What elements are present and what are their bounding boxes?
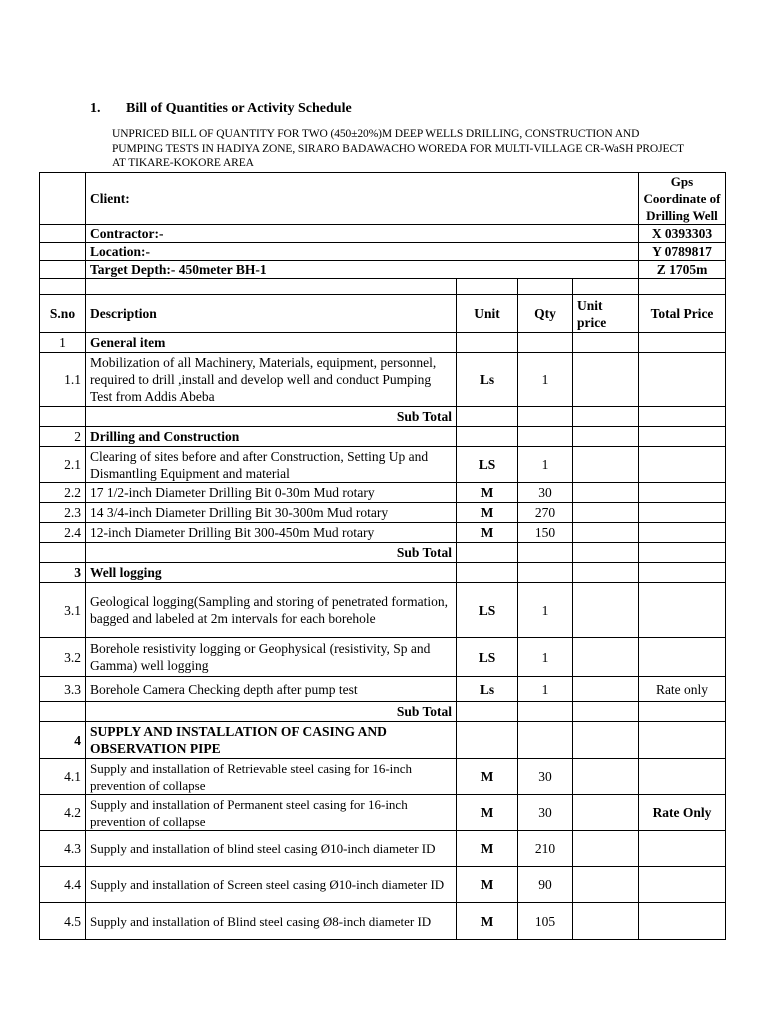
- section-title: SUPPLY AND INSTALLATION OF CASING AND OBSERVATION PIPE: [86, 722, 457, 759]
- col-header-description: Description: [86, 295, 457, 333]
- table-row: [40, 903, 726, 940]
- item-description: Borehole Camera Checking depth after pump test: [86, 677, 457, 702]
- table-row: [40, 795, 726, 831]
- item-note: Rate only: [639, 677, 726, 702]
- item-unit: M: [457, 483, 518, 503]
- section-title: General item: [86, 333, 457, 353]
- subtotal-row: [40, 407, 726, 427]
- info-row-target-depth: [40, 261, 726, 279]
- spacer-row: [40, 279, 726, 295]
- heading-title: Bill of Quantities or Activity Schedule: [126, 101, 352, 116]
- item-qty: 210: [518, 831, 573, 867]
- item-number: 4.1: [40, 759, 86, 795]
- section-number: 3: [40, 563, 86, 583]
- item-description: Mobilization of all Machinery, Materials, equipment, personnel, required to drill ,install and develop well and conduct Pumping Test from Addis Abeba: [86, 353, 457, 407]
- info-row-client: [40, 173, 726, 225]
- info-row-location: [40, 243, 726, 261]
- table-row: [40, 677, 726, 702]
- item-description: Supply and installation of Retrievable steel casing for 16-inch prevention of collapse: [86, 759, 457, 795]
- item-description: Supply and installation of blind steel casing Ø10-inch diameter ID: [86, 831, 457, 867]
- subtotal-row: [40, 702, 726, 722]
- subtotal-label: Sub Total: [86, 407, 457, 427]
- subtotal-label: Sub Total: [86, 543, 457, 563]
- table-row: [40, 353, 726, 407]
- item-description: 17 1/2-inch Diameter Drilling Bit 0-30m Mud rotary: [86, 483, 457, 503]
- item-unit: M: [457, 903, 518, 940]
- table-row: [40, 638, 726, 677]
- item-unit: LS: [457, 583, 518, 638]
- client-label: Client:: [86, 173, 639, 225]
- gps-z: Z 1705m: [639, 261, 726, 279]
- table-row: [40, 831, 726, 867]
- item-unit: M: [457, 523, 518, 543]
- item-description: Borehole resistivity logging or Geophysical (resistivity, Sp and Gamma) well logging: [86, 638, 457, 677]
- item-note: [639, 759, 726, 795]
- item-unit: Ls: [457, 353, 518, 407]
- item-description: 14 3/4-inch Diameter Drilling Bit 30-300m Mud rotary: [86, 503, 457, 523]
- table-row: [40, 483, 726, 503]
- item-qty: 1: [518, 677, 573, 702]
- heading-number: 1.: [90, 101, 101, 116]
- table-row: [40, 503, 726, 523]
- item-qty: 1: [518, 447, 573, 483]
- column-header-row: [40, 295, 726, 333]
- item-number: 3.2: [40, 638, 86, 677]
- subtotal-label: Sub Total: [86, 702, 457, 722]
- item-note: [639, 447, 726, 483]
- table-row: [40, 523, 726, 543]
- item-note: [639, 831, 726, 867]
- item-number: 2.4: [40, 523, 86, 543]
- item-qty: 1: [518, 583, 573, 638]
- item-unit: Ls: [457, 677, 518, 702]
- item-unit: M: [457, 759, 518, 795]
- item-number: 3.1: [40, 583, 86, 638]
- item-description: Supply and installation of Blind steel casing Ø8-inch diameter ID: [86, 903, 457, 940]
- col-header-total-price: Total Price: [639, 295, 726, 333]
- col-header-sno: S.no: [40, 295, 86, 333]
- subtotal-row: [40, 543, 726, 563]
- item-note: [639, 523, 726, 543]
- table-row: [40, 867, 726, 903]
- item-number: 4.5: [40, 903, 86, 940]
- item-unit: M: [457, 867, 518, 903]
- item-qty: 30: [518, 795, 573, 831]
- gps-y: Y 0789817: [639, 243, 726, 261]
- item-unit: LS: [457, 638, 518, 677]
- item-number: 4.2: [40, 795, 86, 831]
- item-note: [639, 638, 726, 677]
- location-label: Location:-: [86, 243, 639, 261]
- document-subtitle: UNPRICED BILL OF QUANTITY FOR TWO (450±20%)M DEEP WELLS DRILLING, CONSTRUCTION AND PUMPING TESTS IN HADIYA ZONE, SIRARO BADAWACHO WOREDA FOR MULTI-VILLAGE CR-WaSH PROJECT AT TIKARE-KOKORE AREA: [112, 128, 684, 169]
- item-number: 4.3: [40, 831, 86, 867]
- section-row: [40, 563, 726, 583]
- item-qty: 30: [518, 483, 573, 503]
- item-note: Rate Only: [639, 795, 726, 831]
- table-row: [40, 583, 726, 638]
- contractor-label: Contractor:-: [86, 225, 639, 243]
- item-number: 2.3: [40, 503, 86, 523]
- section-title: Well logging: [86, 563, 457, 583]
- section-row: [40, 722, 726, 759]
- col-header-qty: Qty: [518, 295, 573, 333]
- item-number: 3.3: [40, 677, 86, 702]
- item-description: Clearing of sites before and after Construction, Setting Up and Dismantling Equipment and material: [86, 447, 457, 483]
- item-unit: M: [457, 831, 518, 867]
- item-note: [639, 583, 726, 638]
- info-row-contractor: [40, 225, 726, 243]
- item-qty: 90: [518, 867, 573, 903]
- section-heading: [90, 101, 352, 117]
- section-row: [40, 333, 726, 353]
- item-qty: 1: [518, 353, 573, 407]
- col-header-unit: Unit: [457, 295, 518, 333]
- section-number: 1: [40, 333, 86, 353]
- target-depth-label: Target Depth:- 450meter BH-1: [86, 261, 639, 279]
- item-qty: 30: [518, 759, 573, 795]
- item-note: [639, 353, 726, 407]
- section-title: Drilling and Construction: [86, 427, 457, 447]
- item-note: [639, 903, 726, 940]
- item-description: Supply and installation of Permanent steel casing for 16-inch prevention of collapse: [86, 795, 457, 831]
- item-description: Geological logging(Sampling and storing of penetrated formation, bagged and labeled at 2m intervals for each borehole: [86, 583, 457, 638]
- section-number: 4: [40, 722, 86, 759]
- item-qty: 150: [518, 523, 573, 543]
- item-qty: 1: [518, 638, 573, 677]
- item-qty: 270: [518, 503, 573, 523]
- item-number: 1.1: [40, 353, 86, 407]
- col-header-unit-price: Unit price: [573, 295, 639, 333]
- table-row: [40, 447, 726, 483]
- item-number: 2.1: [40, 447, 86, 483]
- item-unit: M: [457, 503, 518, 523]
- section-number: 2: [40, 427, 86, 447]
- item-note: [639, 483, 726, 503]
- item-unit: LS: [457, 447, 518, 483]
- item-number: 4.4: [40, 867, 86, 903]
- section-row: [40, 427, 726, 447]
- gps-title: Gps Coordinate of Drilling Well: [639, 173, 726, 225]
- item-description: Supply and installation of Screen steel casing Ø10-inch diameter ID: [86, 867, 457, 903]
- item-description: 12-inch Diameter Drilling Bit 300-450m Mud rotary: [86, 523, 457, 543]
- item-note: [639, 867, 726, 903]
- item-number: 2.2: [40, 483, 86, 503]
- item-qty: 105: [518, 903, 573, 940]
- item-unit: M: [457, 795, 518, 831]
- item-note: [639, 503, 726, 523]
- table-row: [40, 759, 726, 795]
- gps-x: X 0393303: [639, 225, 726, 243]
- bill-of-quantities-table: [39, 172, 726, 940]
